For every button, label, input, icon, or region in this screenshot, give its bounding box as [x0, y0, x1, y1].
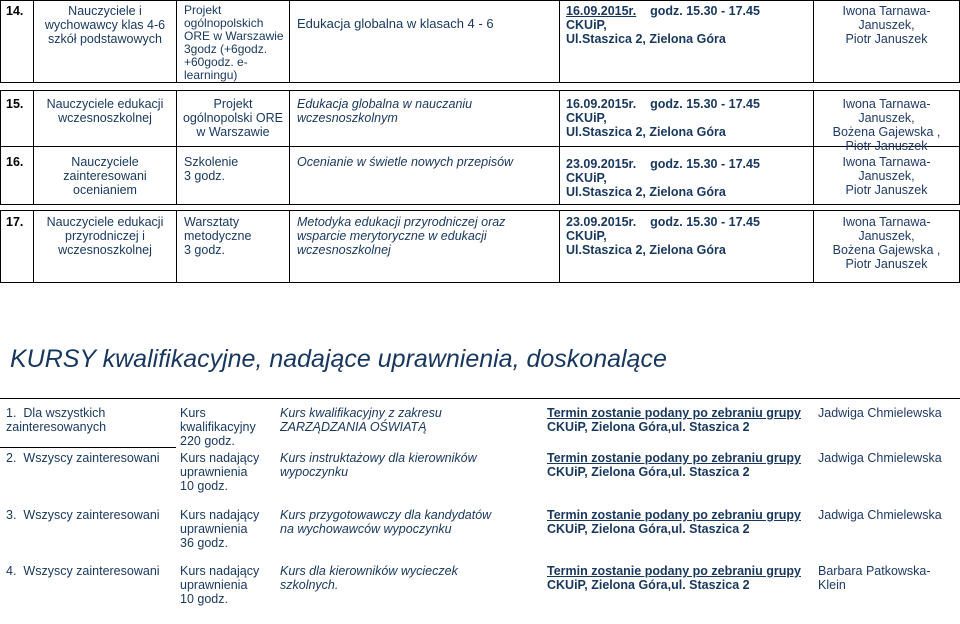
rule	[0, 82, 960, 83]
form-line: Szkolenie	[184, 155, 239, 169]
form-line: Warsztaty	[184, 215, 240, 229]
rule	[559, 90, 560, 205]
rule	[176, 0, 177, 83]
rule	[0, 398, 960, 399]
topic-line: wczesnoszkolnym	[297, 111, 398, 125]
course-term: Termin zostanie podany po zebraniu grupy	[547, 508, 801, 522]
course-form-line: Kurs nadający	[180, 508, 260, 522]
section-heading: KURSY kwalifikacyjne, nadające uprawnienia, doskonalące	[10, 345, 667, 373]
place-line: Ul.Staszica 2, Zielona Góra	[566, 185, 726, 199]
leader-line: Januszek,	[858, 111, 915, 125]
audience-line: ocenianiem	[73, 183, 137, 197]
form-line: +60godz. e-	[184, 55, 248, 69]
leader-line: Bożena Gajewska ,	[832, 125, 941, 139]
course-audience-line	[6, 508, 178, 522]
course-leader-line: Jadwiga Chmielewska	[818, 508, 942, 522]
row-number: 14.	[6, 4, 24, 18]
course-leader-cell	[818, 406, 958, 420]
course-form-line: uprawnienia	[180, 522, 248, 536]
audience-line: szkół podstawowych	[48, 32, 162, 46]
audience-cell	[34, 97, 176, 125]
date: 16.09.2015r.	[566, 4, 637, 18]
course-number: 1.	[6, 406, 17, 420]
form-cell	[177, 97, 289, 139]
course-audience-text: Dla wszystkich	[23, 406, 106, 420]
course-number: 3.	[6, 508, 17, 522]
course-audience-line	[6, 564, 178, 578]
topic-cell	[297, 155, 557, 169]
leader-line: Piotr Januszek	[845, 139, 928, 153]
topic-line: Edukacja globalna w nauczaniu	[297, 97, 473, 111]
leader-line: Piotr Januszek	[845, 183, 928, 197]
audience-line: wczesnoszkolnej	[58, 111, 152, 125]
audience-cell	[34, 215, 176, 257]
course-place: CKUiP, Zielona Góra,ul. Staszica 2	[547, 578, 750, 592]
row-number: 17.	[6, 215, 24, 229]
course-leader-cell	[818, 451, 958, 465]
course-form-line: kwalifikacyjny	[180, 420, 256, 434]
course-term-cell	[547, 451, 813, 479]
course-audience-text: Wszyscy zainteresowani	[23, 451, 160, 465]
course-audience-line	[6, 406, 176, 420]
date-place-cell	[566, 4, 812, 46]
date-line	[566, 97, 812, 111]
leader-line: Iwona Tarnawa-	[842, 155, 931, 169]
date-line	[566, 157, 812, 171]
course-topic-line: Kurs dla kierowników wycieczek	[280, 564, 458, 578]
time: godz. 15.30 - 17.45	[650, 157, 760, 171]
date: 16.09.2015r.	[566, 97, 637, 111]
form-line: Projekt	[184, 4, 222, 17]
course-form-cell	[180, 406, 278, 448]
topic-cell: Edukacja globalna w klasach 4 - 6	[297, 17, 494, 31]
audience-line: Nauczyciele i	[68, 4, 142, 18]
course-topic-cell	[280, 406, 542, 434]
form-line: metodyczne	[184, 229, 252, 243]
leaders-cell	[814, 97, 959, 153]
course-leader-line: Jadwiga Chmielewska	[818, 451, 942, 465]
audience-cell	[34, 4, 176, 46]
form-line: learningu)	[184, 68, 238, 82]
leaders-cell	[814, 155, 959, 197]
form-line: ogólnopolski ORE	[182, 111, 284, 125]
topic-line: wsparcie merytoryczne w edukacji	[297, 229, 487, 243]
course-audience-cell	[6, 564, 178, 578]
course-form-line: 10 godz.	[180, 592, 228, 606]
course-topic-line: wypoczynku	[280, 465, 349, 479]
leader-line: Piotr Januszek	[845, 257, 928, 271]
course-term: Termin zostanie podany po zebraniu grupy	[547, 406, 801, 420]
rule	[559, 210, 560, 283]
rule	[0, 90, 960, 91]
course-form-line: uprawnienia	[180, 578, 248, 592]
place-line: CKUiP,	[566, 111, 607, 125]
place-line: Ul.Staszica 2, Zielona Góra	[566, 243, 726, 257]
form-cell	[184, 4, 288, 82]
rule	[289, 210, 290, 283]
audience-line: zainteresowani	[63, 169, 147, 183]
course-audience-cell	[6, 406, 176, 434]
form-line: 3 godz.	[184, 169, 226, 183]
date: 23.09.2015r.	[566, 215, 637, 229]
place-line: CKUiP,	[566, 171, 607, 185]
course-leader-cell	[818, 508, 958, 522]
time: godz. 15.30 - 17.45	[650, 4, 760, 18]
audience-cell	[34, 155, 176, 197]
course-form-line: 36 godz.	[180, 536, 228, 550]
course-leader-line: Jadwiga Chmielewska	[818, 406, 942, 420]
rule	[289, 0, 290, 83]
course-audience-text: Wszyscy zainteresowani	[23, 564, 160, 578]
course-place: CKUiP, Zielona Góra,ul. Staszica 2	[547, 465, 750, 479]
leaders-cell	[814, 4, 959, 46]
rule	[289, 90, 290, 205]
form-line: Projekt	[213, 97, 253, 111]
date-place-cell	[566, 97, 812, 139]
leader-line: Januszek,	[858, 229, 915, 243]
rule	[176, 210, 177, 283]
form-line: w Warszawie	[196, 125, 270, 139]
rule	[0, 0, 960, 1]
audience-line: Nauczyciele	[71, 155, 139, 169]
row-number: 16.	[6, 155, 24, 169]
course-audience-cell	[6, 451, 178, 465]
leader-line: Iwona Tarnawa-	[842, 97, 931, 111]
place-line: CKUiP,	[566, 229, 607, 243]
course-number: 2.	[6, 451, 17, 465]
course-form-line: Kurs	[180, 406, 206, 420]
course-topic-line: Kurs instruktażowy dla kierowników	[280, 451, 477, 465]
course-place: CKUiP, Zielona Góra,ul. Staszica 2	[547, 420, 750, 434]
course-place: CKUiP, Zielona Góra,ul. Staszica 2	[547, 522, 750, 536]
row-number: 15.	[6, 97, 24, 111]
course-term-cell	[547, 564, 813, 592]
course-topic-line: Kurs przygotowawczy dla kandydatów	[280, 508, 492, 522]
leader-line: Januszek,	[858, 169, 915, 183]
topic-line: Metodyka edukacji przyrodniczej oraz	[297, 215, 506, 229]
course-form-line: Kurs nadający	[180, 451, 260, 465]
audience-line: Nauczyciele edukacji	[46, 215, 164, 229]
leader-line: Januszek,	[858, 18, 915, 32]
leader-line: Iwona Tarnawa-	[842, 4, 931, 18]
course-topic-line: szkolnych.	[280, 578, 339, 592]
rule	[559, 0, 560, 83]
form-cell	[184, 215, 288, 257]
rule	[0, 282, 960, 283]
topic-cell	[297, 215, 557, 257]
leader-line: Bożena Gajewska ,	[832, 243, 941, 257]
audience-line: wczesnoszkolnej	[58, 243, 152, 257]
course-topic-cell	[280, 451, 542, 479]
leader-line: Piotr Januszek	[845, 32, 928, 46]
date-line	[566, 4, 812, 18]
rule	[0, 210, 960, 211]
form-line: ORE w Warszawie	[184, 29, 284, 43]
topic-cell	[297, 97, 557, 125]
course-topic-line: Kurs kwalifikacyjny z zakresu	[280, 406, 442, 420]
place-line: CKUiP,	[566, 18, 607, 32]
place-line: Ul.Staszica 2, Zielona Góra	[566, 125, 726, 139]
course-form-cell	[180, 451, 278, 493]
topic-line: wczesnoszkolnej	[297, 243, 391, 257]
course-leader-line: Barbara Patkowska-	[818, 564, 931, 578]
leader-line: Iwona Tarnawa-	[842, 215, 931, 229]
form-line: 3 godz.	[184, 243, 226, 257]
course-form-line: 10 godz.	[180, 479, 228, 493]
course-audience-cell	[6, 508, 178, 522]
course-topic-line: na wychowawców wypoczynku	[280, 522, 452, 536]
rule	[0, 210, 1, 283]
course-form-cell	[180, 564, 278, 606]
rule	[0, 204, 960, 205]
course-term-cell	[547, 406, 813, 434]
time: godz. 15.30 - 17.45	[650, 215, 760, 229]
date: 23.09.2015r.	[566, 157, 637, 171]
audience-line: wychowawcy klas 4-6	[44, 18, 166, 32]
course-term: Termin zostanie podany po zebraniu grupy	[547, 451, 801, 465]
course-form-cell	[180, 508, 278, 550]
course-leader-cell	[818, 564, 958, 592]
course-form-line: 220 godz.	[180, 434, 235, 448]
rule	[0, 0, 1, 83]
date-place-cell	[566, 215, 812, 257]
course-term: Termin zostanie podany po zebraniu grupy	[547, 564, 801, 578]
rule	[0, 447, 176, 448]
audience-line: Nauczyciele edukacji	[46, 97, 164, 111]
course-leader-line: Klein	[818, 578, 846, 592]
date-place-cell	[566, 157, 812, 199]
course-topic-cell	[280, 564, 542, 592]
course-topic-line: ZARZĄDZANIA OŚWIATĄ	[280, 420, 427, 434]
leaders-cell	[814, 215, 959, 271]
audience-line: przyrodniczej i	[65, 229, 145, 243]
course-audience-line: zainteresowanych	[6, 420, 107, 434]
course-term-cell	[547, 508, 813, 536]
course-form-line: uprawnienia	[180, 465, 248, 479]
place-line: Ul.Staszica 2, Zielona Góra	[566, 32, 726, 46]
form-cell	[184, 155, 288, 183]
course-audience-line	[6, 451, 178, 465]
form-line: 3godz (+6godz.	[184, 42, 268, 56]
course-number: 4.	[6, 564, 17, 578]
course-form-line: Kurs nadający	[180, 564, 260, 578]
time: godz. 15.30 - 17.45	[650, 97, 760, 111]
topic-line: Ocenianie w świetle nowych przepisów	[297, 155, 514, 169]
rule	[0, 90, 1, 205]
course-topic-cell	[280, 508, 542, 536]
date-line	[566, 215, 812, 229]
course-audience-text: Wszyscy zainteresowani	[23, 508, 160, 522]
form-line: ogólnopolskich	[184, 16, 264, 30]
